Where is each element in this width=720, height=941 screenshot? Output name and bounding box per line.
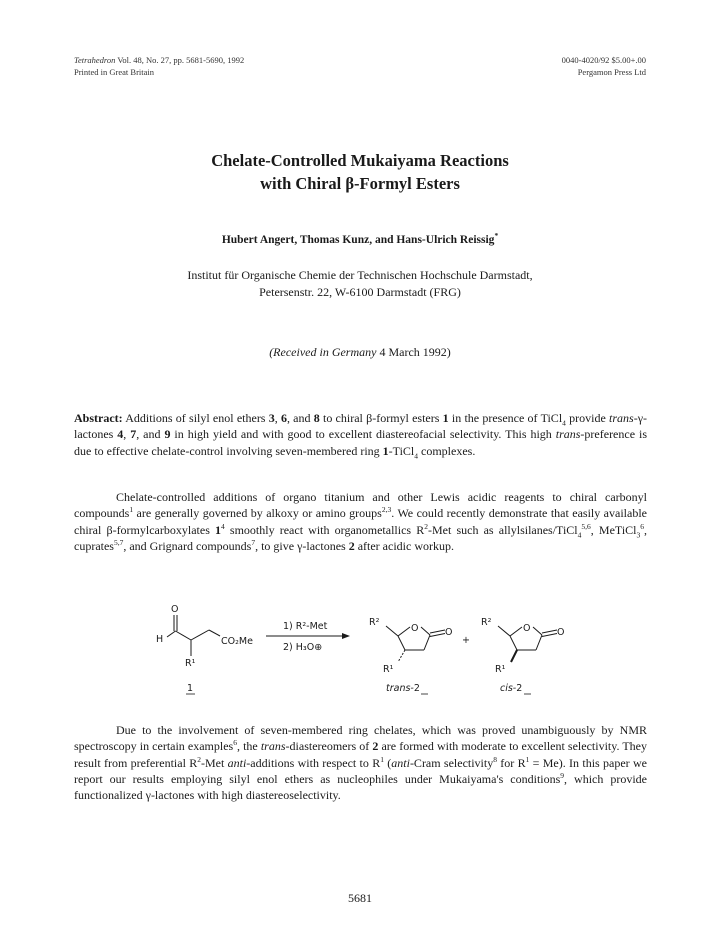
aldehyde-oxygen-label: O — [171, 604, 179, 615]
cis-carbonyl-oxygen-label: O — [557, 627, 565, 638]
cis-r2-label: R² — [481, 617, 492, 628]
citation-details: Vol. 48, No. 27, pp. 5681-5690, 1992 — [117, 55, 245, 65]
printed-in: Printed in Great Britain — [74, 67, 155, 77]
page-number: 5681 — [348, 891, 372, 905]
compound-1-structure — [167, 615, 220, 656]
trans-carbonyl-oxygen-label: O — [445, 627, 453, 638]
corresponding-mark: * — [494, 231, 499, 241]
journal-name: Tetrahedron — [74, 55, 116, 65]
cis-2-label: cis-2 — [500, 683, 523, 694]
results-paragraph: Due to the involvement of seven-membered ring chelates, which was proved unambiguously by NMR spectroscopy in certain examples$^6$, the trans-diastereomers of 2 are formed with moderate to excellent selectivity. They result from preferential $R^2$-Met anti-additions with respect to $R^1$ (anti-Cram selectivity$^8$ for $R^1 = Me$). In this paper we report our results employing silyl enol ethers as nucleophiles under Mukaiyama's conditions$^9$, which provide functionalized γ-lactones with high diastereoselectivity. — [74, 723, 648, 803]
r1-substituent-label: R¹ — [185, 658, 196, 669]
reaction-step-1: 1) R²-Met — [283, 621, 328, 632]
trans-2-label: trans-2 — [386, 683, 420, 694]
trans-r1-label: R¹ — [383, 664, 394, 675]
compound-1-number: 1 — [187, 683, 194, 694]
issn-code: 0040-4020/92 $5.00+.00 — [561, 55, 646, 65]
intro-paragraph: Chelate-controlled additions of organo titanium and other Lewis acidic reagents to chiral carbonyl compounds$^1$ are generally governed by alkoxy or amino groups$^{2,3}$. We could recently demonstrate that easily available chiral β-formylcarboxylates $1^4$ smoothly react with organometallics $R^2$-Met such as allylsilanes/TiCl$_4^{5,6}$, MeTiCl$_3^6$, cuprates$^{5,7}$, and Grignard compounds$^7$, to give γ-lactones 2 after acidic workup. — [74, 490, 647, 553]
abstract-label: Abstract: — [74, 411, 123, 425]
affiliation-line1: Institut für Organische Chemie der Technischen Hochschule Darmstadt, — [187, 268, 533, 282]
ester-group-label: CO₂Me — [221, 636, 253, 647]
authors — [0, 231, 720, 246]
paper-title-line1: Chelate-Controlled Mukaiyama Reactions — [211, 151, 509, 170]
reaction-scheme — [0, 600, 720, 700]
author-names: Hubert Angert, Thomas Kunz, and Hans-Ulrich Reissig — [221, 234, 495, 246]
paper-title-line2: with Chiral β-Formyl Esters — [260, 174, 460, 193]
cis-r1-label: R¹ — [495, 664, 506, 675]
reaction-step-2: 2) H₃O⊕ — [283, 642, 323, 653]
journal-citation — [74, 55, 244, 66]
abstract: Abstract: Additions of silyl enol ethers 3, 6, and 8 to chiral β-formyl esters 1 in the presence of TiCl$_4$ provide trans-γ-lactones 4, 7, and 9 in high yield and with good to excellent diastereofacial selectivity. This high trans-preference is due to effective chelate-control involving seven-membered ring 1-TiCl$_4$ complexes. — [74, 411, 648, 460]
aldehyde-h-label: H — [156, 634, 164, 645]
product-separator: + — [462, 635, 470, 646]
trans-ring-oxygen-label: O — [411, 623, 419, 634]
trans-r2-label: R² — [369, 617, 380, 628]
publisher: Pergamon Press Ltd — [577, 67, 646, 77]
reaction-arrow — [266, 633, 350, 639]
received-date: (Received in Germany 4 March 1992) — [269, 345, 451, 359]
cis-ring-oxygen-label: O — [523, 623, 531, 634]
affiliation-line2: Petersenstr. 22, W-6100 Darmstadt (FRG) — [259, 285, 461, 299]
